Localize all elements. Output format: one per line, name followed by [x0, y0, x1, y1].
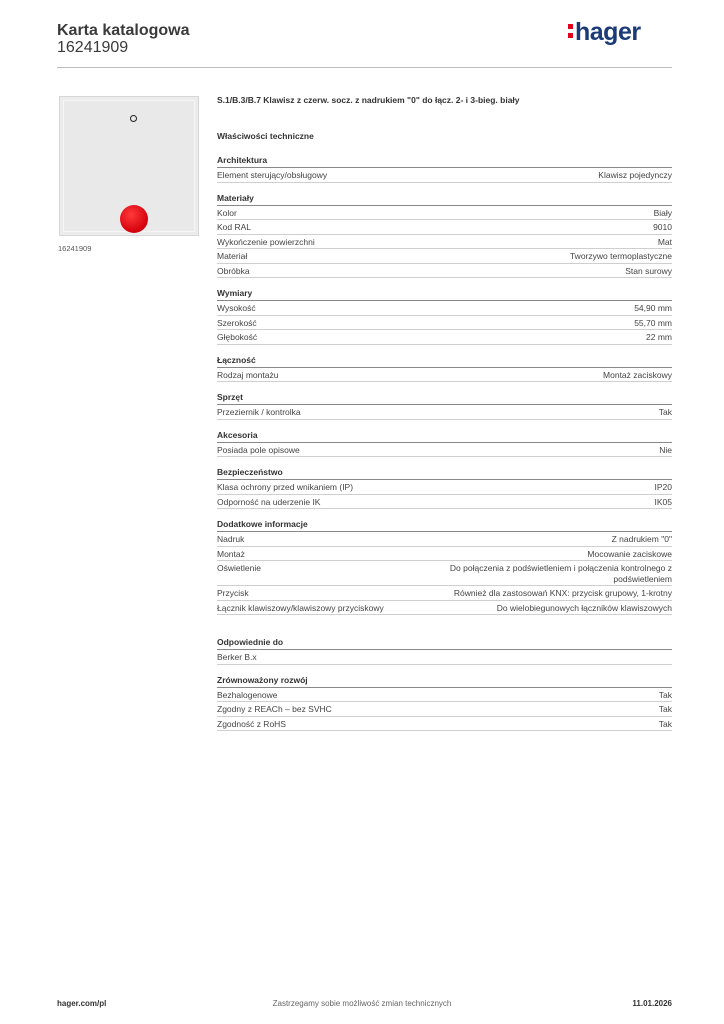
spec-label: Wysokość	[217, 303, 256, 313]
spec-row	[217, 561, 672, 586]
section-heading: Odpowiednie do	[217, 637, 672, 650]
spec-label: Odporność na uderzenie IK	[217, 496, 321, 507]
spec-row	[217, 405, 672, 420]
spec-value: Z nadrukiem "0"	[611, 534, 672, 544]
section-heading: Zrównoważony rozwój	[217, 675, 672, 688]
main-content	[217, 95, 672, 731]
spec-row	[217, 586, 672, 601]
spec-value: IP20	[654, 482, 672, 492]
spec-value: Również dla zastosowań KNX: przycisk grupowy, 1-krotny	[453, 588, 672, 598]
spec-label: Kolor	[217, 207, 237, 218]
product-title: S.1/B.3/B.7 Klawisz z czerw. socz. z nadrukiem "0" do łącz. 2- i 3-bieg. biały	[217, 95, 520, 105]
spec-label: Zgodny z REACh – bez SVHC	[217, 704, 332, 714]
zero-print-icon	[130, 115, 137, 122]
spec-row	[217, 220, 672, 235]
spec-row	[217, 601, 672, 616]
section-heading: Wymiary	[217, 288, 672, 301]
spec-value: 55,70 mm	[634, 317, 672, 328]
spec-label: Nadruk	[217, 534, 245, 544]
spec-label: Posiada pole opisowe	[217, 444, 300, 455]
spec-row	[217, 368, 672, 383]
spec-value: Tak	[658, 704, 672, 714]
image-caption: 16241909	[58, 244, 92, 253]
spec-value: 54,90 mm	[634, 303, 672, 313]
spec-label: Przeziernik / kontrolka	[217, 407, 301, 417]
spec-label: Berker B.x	[217, 652, 257, 662]
spec-value: Tak	[658, 407, 672, 417]
spec-row	[217, 650, 672, 665]
page-title: Karta katalogowa	[57, 22, 190, 39]
logo-dots-icon	[568, 23, 573, 39]
spec-value: Tak	[658, 718, 672, 729]
section-heading: Architektura	[217, 155, 672, 168]
rocker-face	[63, 100, 195, 232]
spec-label: Klasa ochrony przed wnikaniem (IP)	[217, 482, 354, 492]
logo-text: hager	[575, 18, 641, 46]
spec-label: Materiał	[217, 251, 248, 261]
spec-row	[217, 264, 672, 279]
spec-row	[217, 301, 672, 316]
spec-value: Do wielobiegunowych łączników klawiszowych	[496, 602, 672, 613]
spec-label: Zgodność z RoHS	[217, 718, 286, 729]
spec-value: 9010	[653, 222, 672, 232]
section-heading: Dodatkowe informacje	[217, 519, 672, 532]
spec-value: 22 mm	[646, 332, 672, 342]
product-image	[59, 96, 199, 236]
spec-label: Łącznik klawiszowy/klawiszowy przyciskowy	[217, 602, 384, 613]
spec-label: Szerokość	[217, 317, 257, 328]
section-heading: Sprzęt	[217, 392, 672, 405]
spec-value: Mocowanie zaciskowe	[587, 548, 672, 559]
spec-value: Nie	[659, 444, 672, 455]
spec-row	[217, 547, 672, 562]
spec-row	[217, 495, 672, 510]
spec-sections	[217, 155, 672, 731]
spec-row	[217, 702, 672, 717]
spec-label: Element sterujący/obsługowy	[217, 170, 328, 180]
article-number: 16241909	[57, 39, 129, 56]
footer-date: 11.01.2026	[632, 999, 672, 1008]
spec-row	[217, 330, 672, 345]
spec-value: Klawisz pojedynczy	[598, 170, 672, 180]
spec-label: Przycisk	[217, 588, 249, 598]
spec-row	[217, 206, 672, 221]
section-heading: Bezpieczeństwo	[217, 467, 672, 480]
header-divider	[57, 67, 672, 68]
spec-row	[217, 316, 672, 331]
spec-value: Biały	[653, 207, 672, 218]
spec-label: Montaż	[217, 548, 245, 559]
spec-row	[217, 480, 672, 495]
section-heading: Materiały	[217, 193, 672, 206]
spec-label: Kod RAL	[217, 222, 252, 232]
spec-label: Wykończenie powierzchni	[217, 236, 315, 247]
spec-label: Rodzaj montażu	[217, 369, 279, 380]
spec-row	[217, 688, 672, 703]
hager-logo	[568, 18, 641, 47]
spec-value: IK05	[654, 496, 672, 507]
spec-row	[217, 249, 672, 264]
spec-value: Do połączenia z podświetleniem i połączenia kontrolnego z podświetleniem	[449, 563, 672, 584]
spec-label: Oświetlenie	[217, 563, 261, 573]
spec-label: Obróbka	[217, 265, 250, 276]
spec-value: Montaż zaciskowy	[603, 369, 672, 380]
tech-heading: Właściwości techniczne	[217, 131, 314, 141]
spec-row	[217, 443, 672, 458]
spec-row	[217, 532, 672, 547]
spec-row	[217, 235, 672, 250]
spec-value: Tworzywo termoplastyczne	[569, 251, 672, 261]
spec-value: Tak	[658, 689, 672, 700]
spec-value: Stan surowy	[625, 265, 672, 276]
section-heading: Akcesoria	[217, 430, 672, 443]
spec-value: Mat	[657, 236, 672, 247]
footer-website: hager.com/pl	[57, 999, 107, 1008]
section-heading: Łączność	[217, 355, 672, 368]
spec-label: Głębokość	[217, 332, 258, 342]
footer-disclaimer: Zastrzegamy sobie możliwość zmian technicznych	[272, 999, 452, 1008]
red-lens-icon	[120, 205, 148, 233]
spec-row	[217, 168, 672, 183]
spec-row	[217, 717, 672, 732]
spec-label: Bezhalogenowe	[217, 689, 278, 700]
